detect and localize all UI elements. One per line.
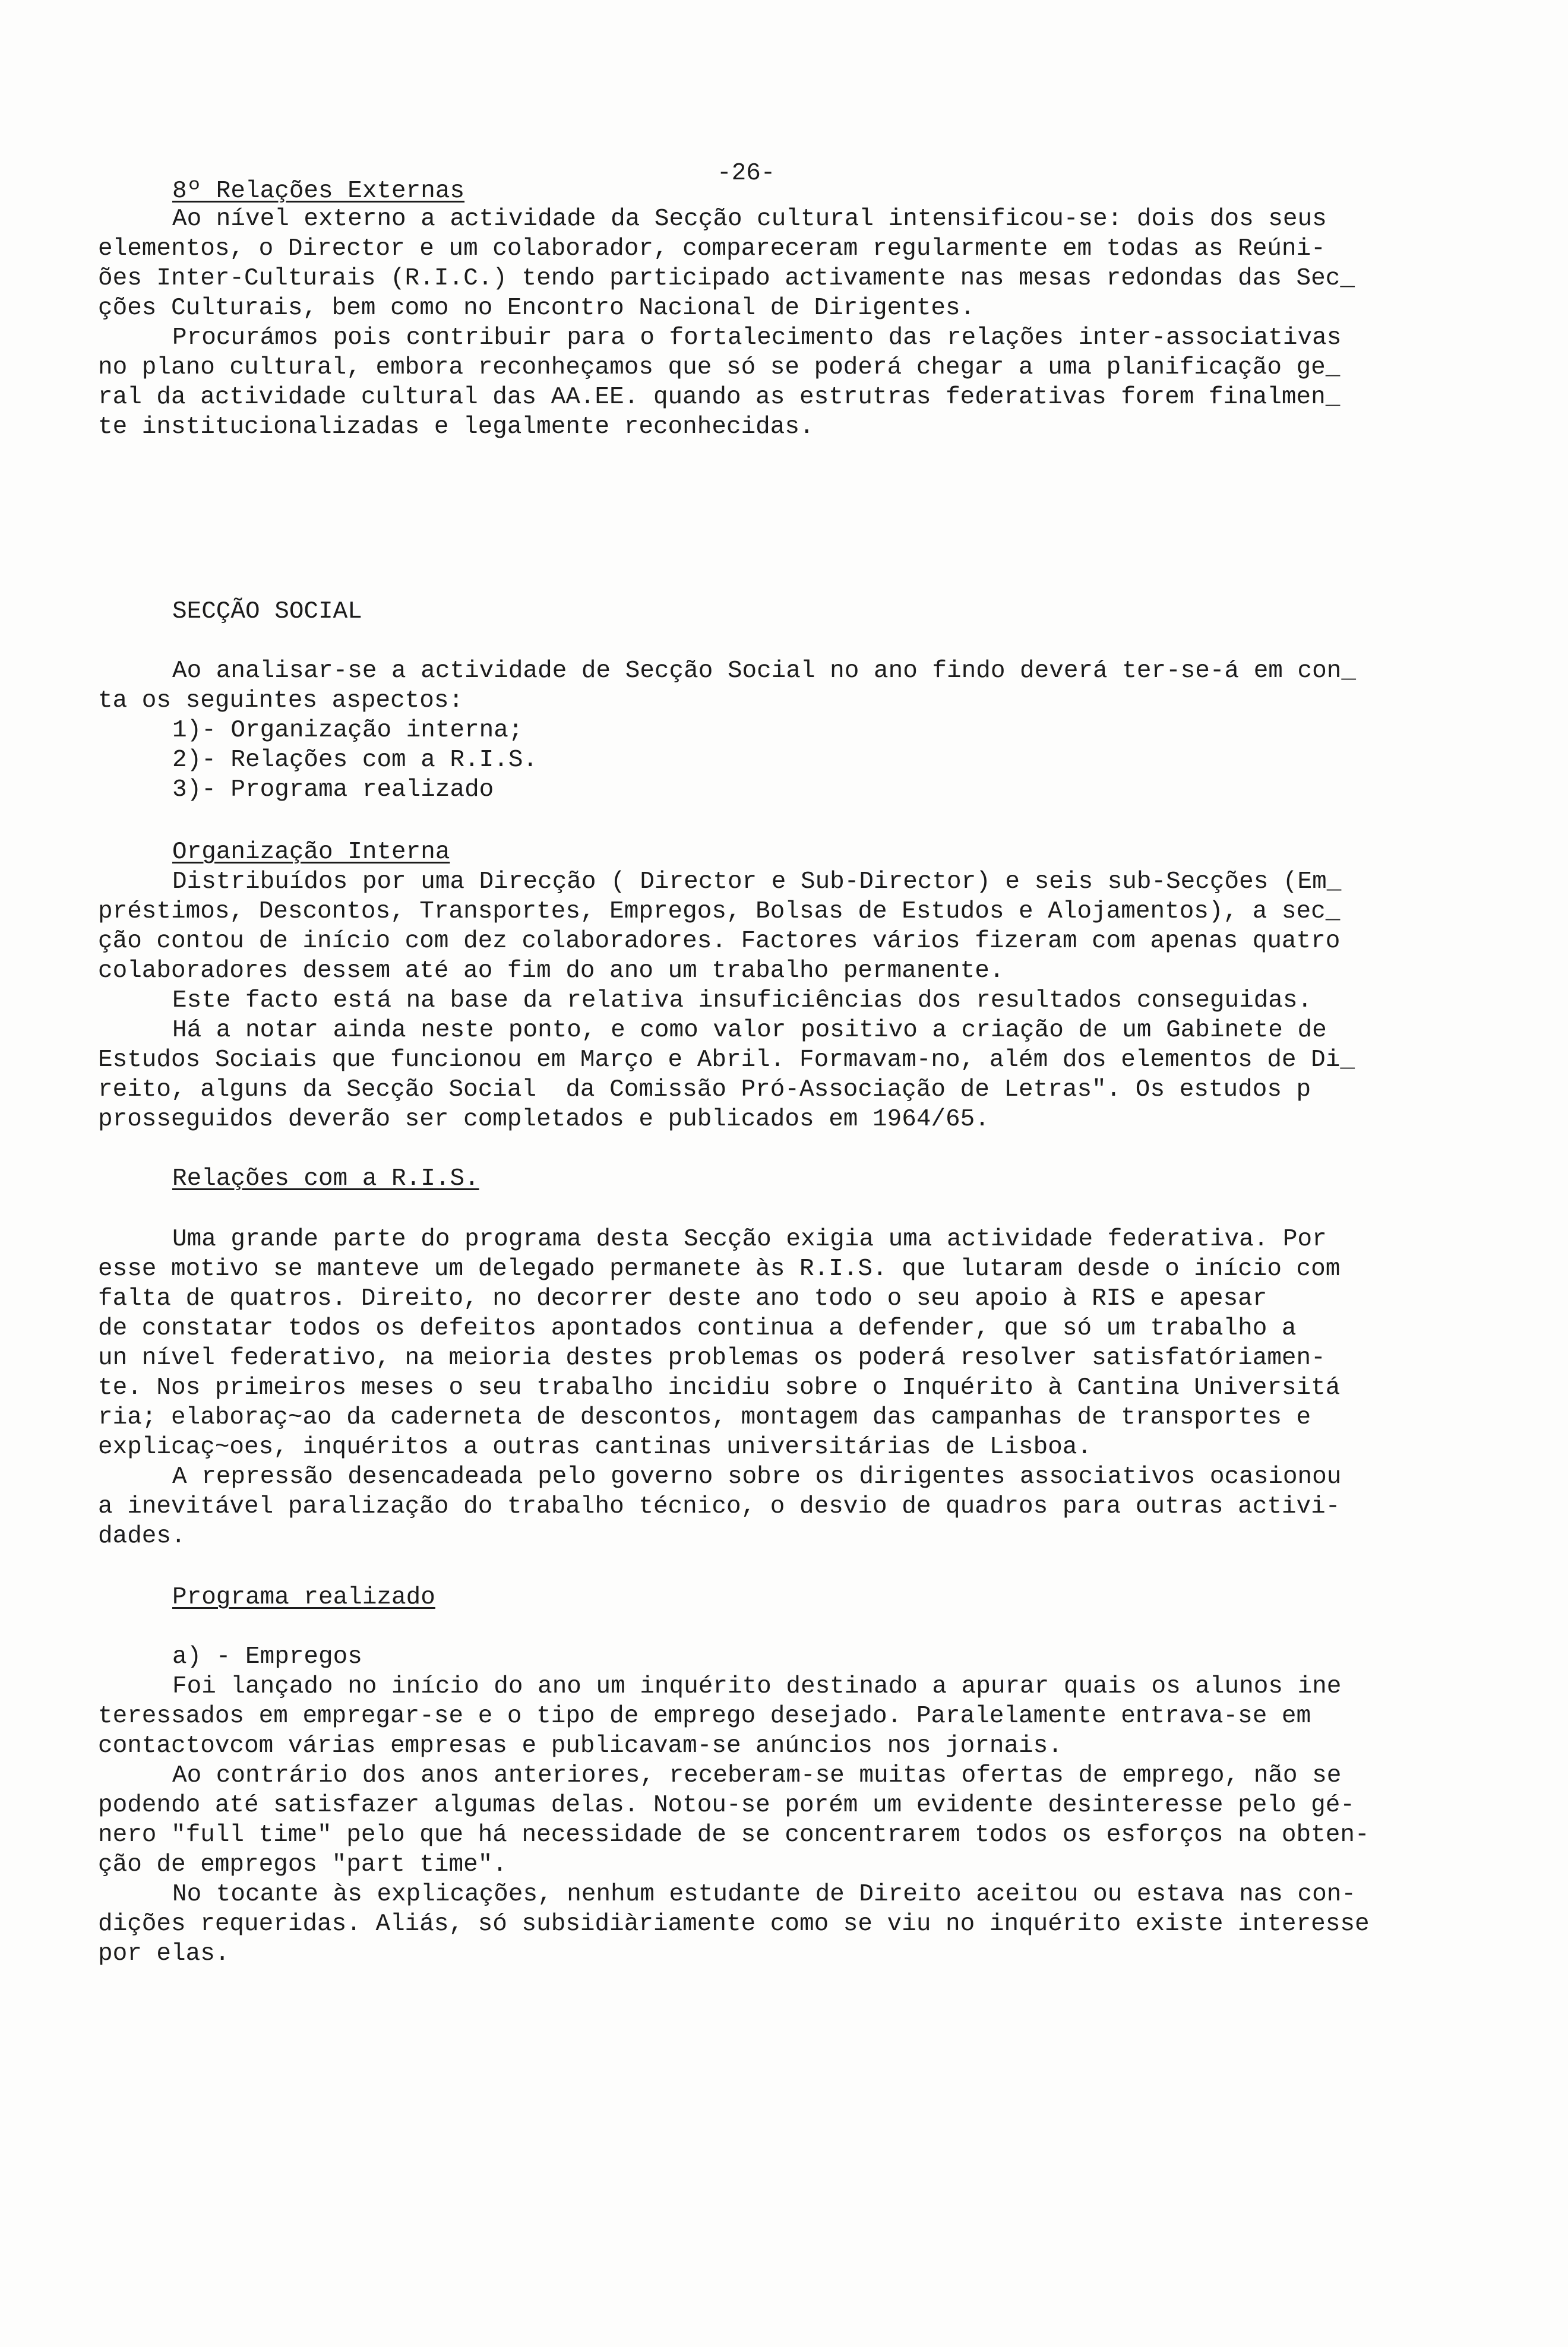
paragraph-line: prosseguidos deverão ser completados e publicados em 1964/65. (98, 1106, 990, 1133)
paragraph-line: dades. (98, 1523, 186, 1550)
section-heading-relacoes-ris: Relações com a R.I.S. (172, 1165, 479, 1193)
paragraph-line: esse motivo se manteve um delegado permanete às R.I.S. que lutaram desde o início com (98, 1255, 1341, 1283)
paragraph-line: podendo até satisfazer algumas delas. Notou-se porém um evidente desinteresse pelo gé- (98, 1792, 1355, 1819)
paragraph-line: Estudos Sociais que funcionou em Março e Abril. Formavam-no, além dos elementos de Di_ (98, 1046, 1355, 1074)
paragraph-line: por elas. (98, 1940, 230, 1968)
paragraph-line: ões Inter-Culturais (R.I.C.) tendo participado activamente nas mesas redondas das Sec_ (98, 265, 1355, 292)
paragraph-line: ção contou de início com dez colaboradores. Factores vários fizeram com apenas quatro (98, 928, 1341, 955)
paragraph-line: a inevitável paralização do trabalho técnico, o desvio de quadros para outras activi- (98, 1493, 1341, 1520)
paragraph-line: Ao contrário dos anos anteriores, receberam-se muitas ofertas de emprego, não se (172, 1762, 1342, 1789)
paragraph-line: préstimos, Descontos, Transportes, Empregos, Bolsas de Estudos e Alojamentos), a sec_ (98, 898, 1341, 925)
paragraph-line: un nível federativo, na meioria destes problemas os poderá resolver satisfatóriamen- (98, 1345, 1326, 1372)
paragraph-line: Uma grande parte do programa desta Secção exigia uma actividade federativa. Por (172, 1226, 1327, 1253)
paragraph-line: ções Culturais, bem como no Encontro Nacional de Dirigentes. (98, 295, 975, 322)
paragraph-line: Ao nível externo a actividade da Secção cultural intensificou-se: dois dos seus (172, 205, 1327, 233)
paragraph-line: Procurámos pois contribuir para o fortalecimento das relações inter-associativas (172, 324, 1342, 352)
list-item: 1)- Organização interna; (172, 717, 523, 744)
paragraph-line: Foi lançado no início do ano um inquérito destinado a apurar quais os alunos ine (172, 1673, 1342, 1700)
paragraph-line: colaboradores dessem até ao fim do ano um trabalho permanente. (98, 957, 1004, 985)
list-item: 3)- Programa realizado (172, 776, 494, 804)
subheading-empregos: a) - Empregos (172, 1643, 362, 1671)
paragraph-line: explicaç~oes, inquéritos a outras cantinas universitárias de Lisboa. (98, 1434, 1092, 1461)
paragraph-line: te institucionalizadas e legalmente reconhecidas. (98, 413, 814, 441)
paragraph-line: Distribuídos por uma Direcção ( Director e Sub-Director) e seis sub-Secções (Em_ (172, 868, 1342, 896)
paragraph-line: Há a notar ainda neste ponto, e como valor positivo a criação de um Gabinete de (172, 1017, 1327, 1044)
paragraph-line: A repressão desencadeada pelo governo sobre os dirigentes associativos ocasionou (172, 1463, 1342, 1491)
section-heading-organizacao-interna: Organização Interna (172, 839, 450, 866)
paragraph-line: elementos, o Director e um colaborador, compareceram regularmente em todas as Reúni- (98, 235, 1326, 262)
paragraph-line: ta os seguintes aspectos: (98, 687, 464, 714)
paragraph-line: dições requeridas. Aliás, só subsidiàriamente como se viu no inquérito existe interesse (98, 1911, 1370, 1938)
paragraph-line: reito, alguns da Secção Social da Comissão Pró-Associação de Letras". Os estudos p (98, 1076, 1311, 1103)
paragraph-line: teressados em empregar-se e o tipo de emprego desejado. Paralelamente entrava-se em (98, 1703, 1311, 1730)
page-number: -26- (717, 160, 776, 187)
paragraph-line: te. Nos primeiros meses o seu trabalho incidiu sobre o Inquérito à Cantina Universitá (98, 1374, 1341, 1402)
paragraph-line: falta de quatros. Direito, no decorrer deste ano todo o seu apoio à RIS e apesar (98, 1285, 1267, 1312)
paragraph-line: ção de empregos "part time". (98, 1851, 507, 1878)
list-item: 2)- Relações com a R.I.S. (172, 747, 538, 774)
paragraph-line: Ao analisar-se a actividade de Secção Social no ano findo deverá ter-se-á em con_ (172, 657, 1356, 685)
section-heading-relacoes-externas: 8º Relações Externas (172, 178, 465, 205)
paragraph-line: no plano cultural, embora reconheçamos que só se poderá chegar a uma planificação ge_ (98, 354, 1341, 381)
paragraph-line: nero "full time" pelo que há necessidade de se concentrarem todos os esforços na obten- (98, 1821, 1370, 1849)
paragraph-line: No tocante às explicações, nenhum estudante de Direito aceitou ou estava nas con- (172, 1881, 1356, 1908)
section-heading-seccao-social: SECÇÃO SOCIAL (172, 598, 362, 625)
paragraph-line: ria; elaboraç~ao da caderneta de descontos, montagem das campanhas de transportes e (98, 1404, 1311, 1431)
paragraph-line: Este facto está na base da relativa insuficiências dos resultados conseguidas. (172, 987, 1313, 1014)
paragraph-line: ral da actividade cultural das AA.EE. quando as estrutras federativas forem finalmen_ (98, 384, 1341, 411)
paragraph-line: de constatar todos os defeitos apontados continua a defender, que só um trabalho a (98, 1315, 1297, 1342)
paragraph-line: contactovcom várias empresas e publicavam-se anúncios nos jornais. (98, 1732, 1063, 1760)
section-heading-programa-realizado: Programa realizado (172, 1584, 435, 1611)
